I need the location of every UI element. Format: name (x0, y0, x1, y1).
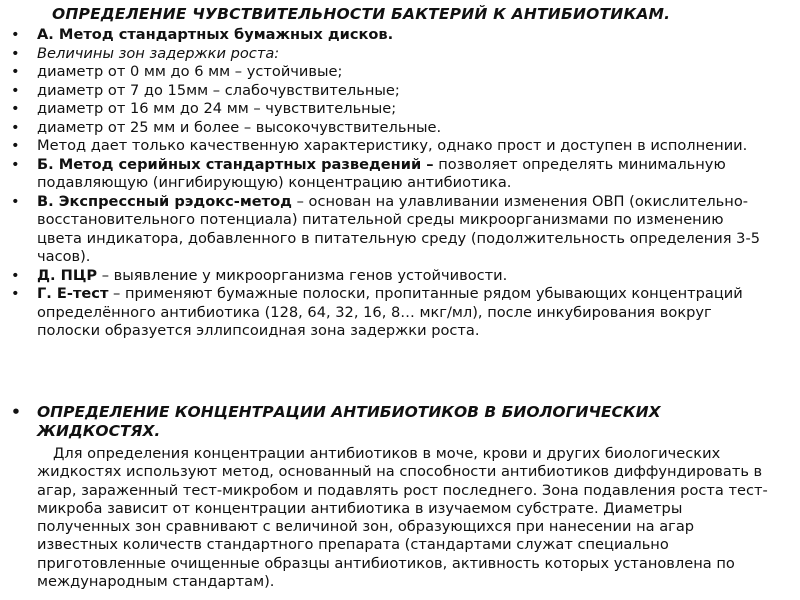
section-paragraph: Для определения концентрации антибиотиков в моче, крови и других биологических жидкостях используют метод, основанный на способности антибиотиков диффундировать в агар, зараженный тест-микробом и подавлять рост последнего. Зона подавления роста тест-микроба зависит от концентрации антибиотика в изучаемом субстрате. Диаметры полученных зон сравнивают с величиной зон, образующихся при нанесении на агар известных количеств стандартного препарата (стандартами служат специально приготовленные очищенные образцы антибиотиков, активность которых установлена по международным стандартам). (37, 445, 768, 591)
item-bold-lead: Д. ПЦР (37, 266, 98, 284)
bullet: • (11, 63, 20, 80)
list-item (0, 267, 800, 286)
section-heading-text: ОПРЕДЕЛЕНИЕ КОНЦЕНТРАЦИИ АНТИБИОТИКОВ В БИОЛОГИЧЕСКИХ ЖИДКОСТЯХ. (37, 403, 661, 440)
bullet: • (11, 100, 20, 117)
list-item (0, 285, 800, 341)
item-bold-lead: Г. Е-тест (37, 285, 109, 302)
concentration-section (0, 403, 800, 591)
bullet: • (11, 137, 20, 154)
item-text: позволяет определять минимальную подавляющую (ингибирующую) концентрацию антибиотика. (37, 155, 726, 191)
item-text: – основан на улавливании изменения ОВП (окислительно-восстановительного потенциала) питательной среды микроорганизмами по изменению цвета индикатора, добавленного в питательную среду (подолжительность определения 3-5 часов). (37, 192, 760, 265)
item-italic-lead: Величины зон задержки роста: (37, 44, 280, 62)
item-text: диаметр от 0 мм до 6 мм – устойчивые; (37, 63, 343, 80)
list-item (0, 100, 800, 119)
bullet: • (11, 192, 20, 210)
bullet: • (11, 285, 20, 302)
list-item (0, 45, 800, 64)
item-text: – применяют бумажные полоски, пропитанные рядом убывающих концентраций определённого антибиотика (128, 64, 32, 16, 8… мкг/мл), после инкубирования вокруг полоски образуется эллипсоидная зона задержки роста. (37, 285, 743, 339)
method-list (0, 26, 800, 341)
list-item (0, 156, 800, 193)
list-item (0, 193, 800, 267)
list-item (0, 26, 800, 45)
section-heading (0, 403, 800, 441)
item-bold-lead: В. Экспрессный рэдокс-метод (37, 192, 292, 210)
list-item (0, 63, 800, 82)
bullet: • (11, 266, 20, 284)
item-text: – выявление у микроорганизма генов устойчивости. (97, 266, 508, 284)
bullet: • (11, 81, 20, 99)
bullet: • (11, 44, 20, 62)
bullet: • (11, 118, 20, 136)
slide-title: ОПРЕДЕЛЕНИЕ ЧУВСТВИТЕЛЬНОСТИ БАКТЕРИЙ К АНТИБИОТИКАМ. (52, 5, 671, 23)
list-item (0, 119, 800, 138)
bullet: • (11, 26, 20, 43)
list-item (0, 82, 800, 101)
bullet: • (11, 155, 20, 173)
item-bold-lead: Б. Метод серийных стандартных разведений – (37, 155, 434, 173)
item-bold-lead: А. Метод стандартных бумажных дисков. (37, 26, 394, 43)
item-text: диаметр от 16 мм до 24 мм – чувствительные; (37, 100, 397, 117)
item-text: Метод дает только качественную характеристику, однако прост и доступен в исполнении. (37, 137, 748, 154)
list-item (0, 137, 800, 156)
bullet: • (11, 403, 21, 421)
item-text: диаметр от 7 до 15мм – слабочувствительные; (37, 81, 400, 99)
item-text: диаметр от 25 мм и более – высокочувствительные. (37, 118, 442, 136)
